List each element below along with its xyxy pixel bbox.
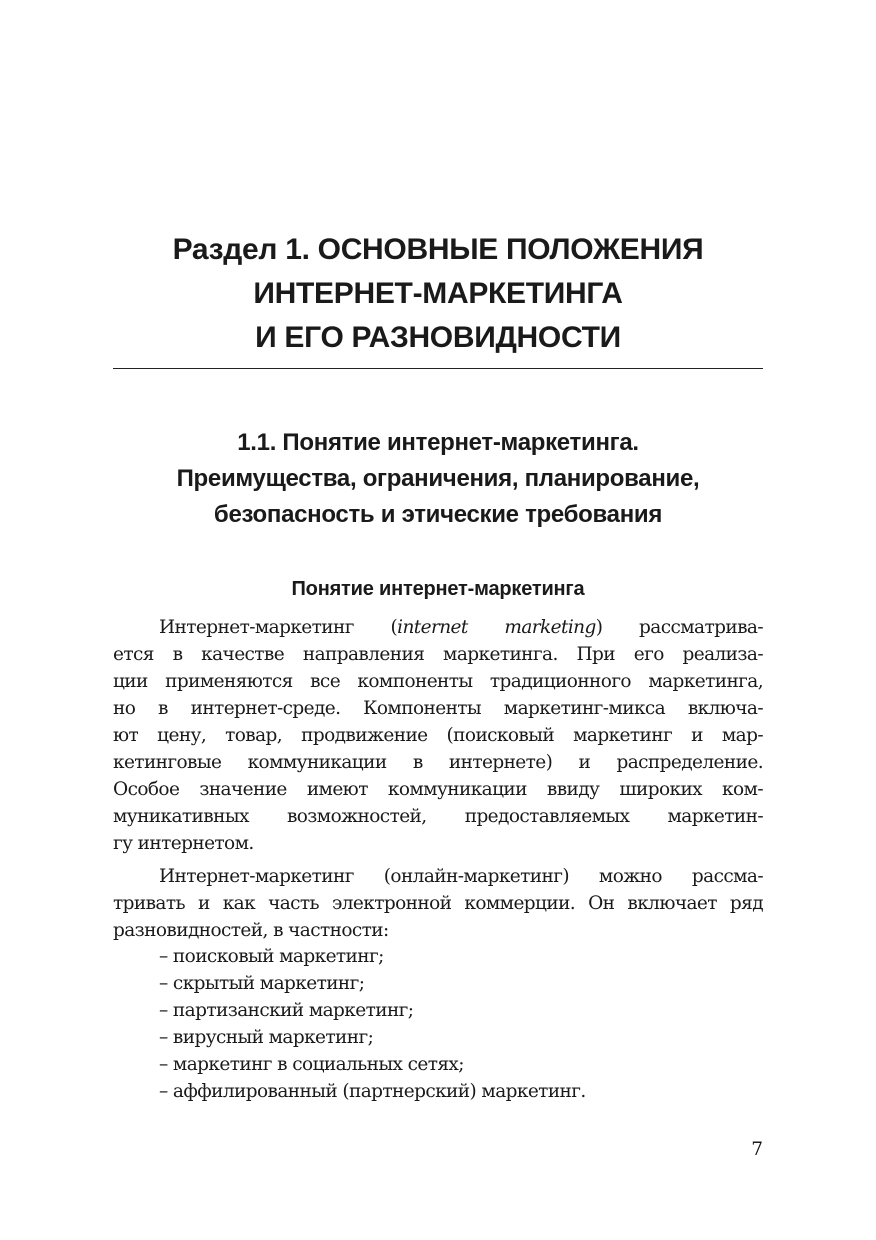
paragraph-2 bbox=[113, 863, 763, 944]
paragraph-line: гу интернетом. bbox=[113, 833, 254, 854]
paragraph-line: тривать и как часть электронной коммерции. Он включает ряд bbox=[113, 893, 763, 914]
book-page bbox=[113, 0, 763, 1240]
list-item: – партизанский маркетинг; bbox=[159, 1000, 414, 1021]
page-number: 7 bbox=[751, 1139, 763, 1160]
text-fragment: ) рассматрива- bbox=[595, 617, 763, 638]
subsection-title-line-1: 1.1. Понятие интернет-маркетинга. bbox=[237, 429, 639, 456]
paragraph-line: Особое значение имеют коммуникации ввиду широких ком- bbox=[113, 779, 763, 800]
list-item: – вирусный маркетинг; bbox=[159, 1027, 374, 1048]
paragraph-line: кетинговые коммуникации в интернете) и распределение. bbox=[113, 752, 763, 773]
paragraph-line: ют цену, товар, продвижение (поисковый маркетинг и мар- bbox=[113, 725, 763, 746]
paragraph-1 bbox=[113, 614, 763, 857]
subheading: Понятие интернет-маркетинга bbox=[291, 578, 585, 600]
text-fragment: Интернет-маркетинг ( bbox=[159, 617, 398, 638]
list-item: – аффилированный (партнерский) маркетинг. bbox=[159, 1081, 586, 1102]
paragraph-line: Интернет-маркетинг (онлайн-маркетинг) можно рассма- bbox=[159, 866, 763, 887]
section-title bbox=[113, 228, 763, 360]
italic-term: internet marketing bbox=[397, 617, 596, 638]
horizontal-rule bbox=[113, 368, 763, 369]
paragraph-line: но в интернет-среде. Компоненты маркетинг-микса включа- bbox=[113, 698, 763, 719]
paragraph-line: муникативных возможностей, предоставляемых маркетин- bbox=[113, 806, 763, 827]
section-title-line-2: ИНТЕРНЕТ-МАРКЕТИНГА bbox=[253, 277, 623, 310]
marketing-types-list bbox=[159, 943, 586, 1105]
list-item: – скрытый маркетинг; bbox=[159, 973, 365, 994]
paragraph-line bbox=[113, 614, 763, 641]
paragraph-line: ется в качестве направления маркетинга. При его реализа- bbox=[113, 644, 763, 665]
list-item: – поисковый маркетинг; bbox=[159, 946, 384, 967]
section-title-line-1: Раздел 1. ОСНОВНЫЕ ПОЛОЖЕНИЯ bbox=[172, 233, 704, 266]
section-title-line-3: И ЕГО РАЗНОВИДНОСТИ bbox=[255, 321, 621, 354]
subsection-title-line-2: Преимущества, ограничения, планирование, bbox=[176, 465, 700, 492]
paragraph-line: ции применяются все компоненты традиционного маркетинга, bbox=[113, 671, 763, 692]
subsection-title bbox=[113, 425, 763, 533]
subsection-title-line-3: безопасность и этические требования bbox=[213, 501, 663, 528]
list-item: – маркетинг в социальных сетях; bbox=[159, 1054, 464, 1075]
paragraph-line: разновидностей, в частности: bbox=[113, 920, 389, 941]
